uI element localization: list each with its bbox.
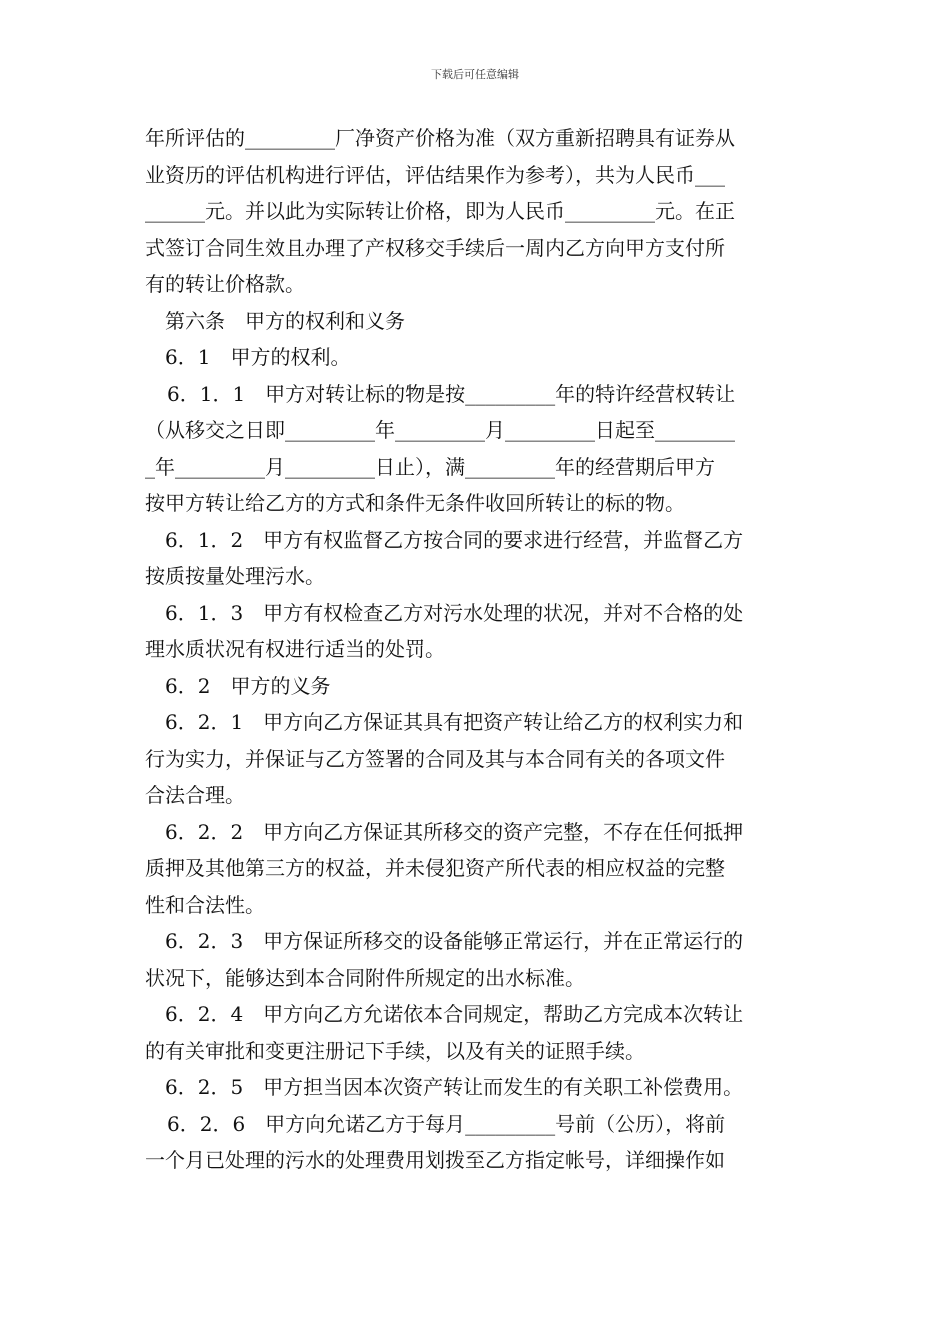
text-line: （从移交之日即_________年_________月_________日起至________ [145, 418, 735, 442]
text-line: 年所评估的_________厂净资产价格为准（双方重新招聘具有证券从 [145, 126, 735, 150]
text-line: 6．2 甲方的义务 [165, 673, 331, 698]
text-line: 6．2．5 甲方担当因本次资产转让而发生的有关职工补偿费用。 [165, 1075, 744, 1099]
text-line: 质押及其他第三方的权益，并未侵犯资产所代表的相应权益的完整 [145, 856, 725, 880]
text-line: 状况下，能够达到本合同附件所规定的出水标准。 [145, 965, 585, 990]
text-line: 性和合法性。 [145, 892, 265, 917]
text-line: 式签订合同生效且办理了产权移交手续后一周内乙方向甲方支付所 [145, 235, 725, 260]
text-line: 6．1．1 甲方对转让标的物是按_________年的特许经营权转让 [167, 381, 736, 406]
text-line: 合法合理。 [145, 783, 245, 807]
text-line: _年_________月_________日止），满_________年的经营期后甲方 [145, 454, 715, 479]
text-line: 6．2．3 甲方保证所移交的设备能够正常运行，并在正常运行的 [165, 929, 744, 953]
text-line: ______元。并以此为实际转让价格，即为人民币_________元。在正 [145, 199, 735, 223]
text-line: 有的转让价格款。 [145, 272, 305, 296]
text-line: 6．1．3 甲方有权检查乙方对污水处理的状况，并对不合格的处 [165, 600, 744, 625]
page-header: 下载后可任意编辑 [431, 68, 519, 81]
text-line: 按质按量处理污水。 [145, 564, 325, 588]
text-line: 6．1．2 甲方有权监督乙方按合同的要求进行经营，并监督乙方 [165, 527, 744, 552]
text-line: 按甲方转让给乙方的方式和条件无条件收回所转让的标的物。 [145, 491, 685, 515]
text-line: 行为实力，并保证与乙方签署的合同及其与本合同有关的各项文件 [145, 746, 725, 771]
text-line: 理水质状况有权进行适当的处罚。 [145, 637, 445, 661]
text-line: 业资历的评估机构进行评估，评估结果作为参考），共为人民币___ [145, 162, 725, 187]
text-line: 一个月已处理的污水的处理费用划拨至乙方指定帐号，详细操作如 [145, 1148, 725, 1172]
document-body [145, 120, 809, 1179]
text-line: 6．2．4 甲方向乙方允诺依本合同规定，帮助乙方完成本次转让 [165, 1002, 744, 1026]
text-line: 第六条 甲方的权利和义务 [165, 308, 405, 333]
text-line: 6．1 甲方的权利。 [165, 345, 351, 369]
text-line: 6．2．1 甲方向乙方保证其具有把资产转让给乙方的权利实力和 [165, 710, 744, 734]
text-line: 6．2．2 甲方向乙方保证其所移交的资产完整，不存在任何抵押 [165, 819, 744, 844]
text-line: 6．2．6 甲方向允诺乙方于每月_________号前（公历），将前 [167, 1111, 726, 1136]
text-line: 的有关审批和变更注册记下手续，以及有关的证照手续。 [145, 1038, 645, 1063]
